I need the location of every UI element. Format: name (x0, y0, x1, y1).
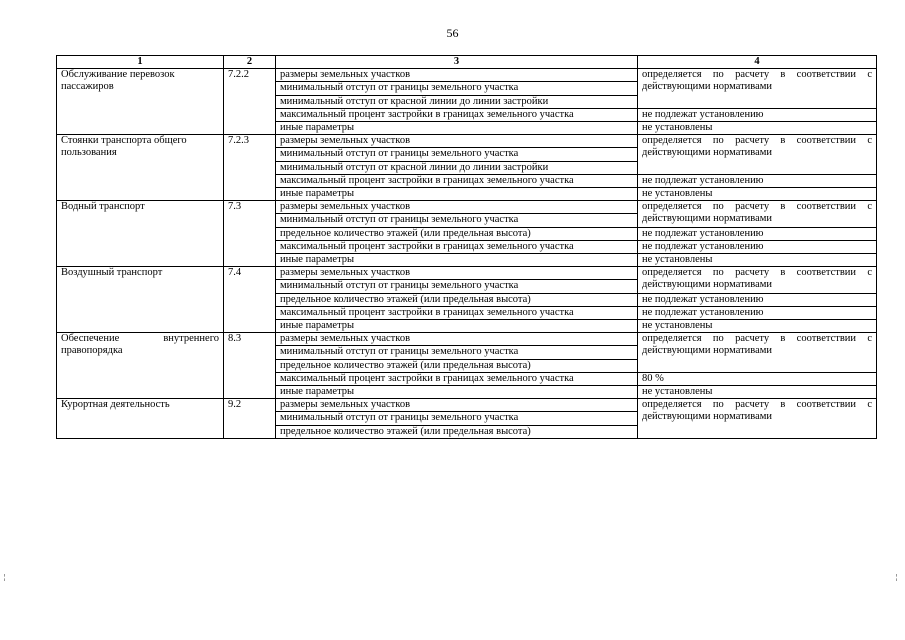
table-row (57, 267, 877, 280)
parameter-value: не подлежат установлению (638, 108, 877, 121)
column-header: 1 (57, 56, 224, 69)
parameter-value: определяется по расчету в соответствии с действующими нормативами (638, 69, 877, 109)
activity-code: 7.3 (224, 201, 276, 267)
margin-mark-right (896, 574, 900, 581)
parameter-name: размеры земельных участков (276, 399, 638, 412)
parameter-value: не установлены (638, 386, 877, 399)
parameter-value: определяется по расчету в соответствии с действующими нормативами (638, 135, 877, 175)
parameter-name: размеры земельных участков (276, 333, 638, 346)
parameter-name: иные параметры (276, 122, 638, 135)
activity-code: 7.2.2 (224, 69, 276, 135)
parameter-name: иные параметры (276, 320, 638, 333)
parameter-name: предельное количество этажей (или предельная высота) (276, 425, 638, 438)
activity-name: Обеспечение внутреннего правопорядка (57, 333, 224, 399)
parameter-name: предельное количество этажей (или предельная высота) (276, 359, 638, 372)
margin-mark-left (4, 574, 8, 581)
parameter-value: не подлежат установлению (638, 293, 877, 306)
activity-name: Обслуживание перевозок пассажиров (57, 69, 224, 135)
table-row (57, 135, 877, 148)
parameter-value: определяется по расчету в соответствии с действующими нормативами (638, 267, 877, 293)
table-row (57, 333, 877, 346)
table-body (57, 69, 877, 439)
parameter-name: размеры земельных участков (276, 135, 638, 148)
regulations-table (56, 55, 877, 439)
parameter-name: предельное количество этажей (или предельная высота) (276, 293, 638, 306)
parameter-name: максимальный процент застройки в границах земельного участка (276, 108, 638, 121)
activity-name: Стоянки транспорта общего пользования (57, 135, 224, 201)
parameter-name: иные параметры (276, 254, 638, 267)
activity-name: Воздушный транспорт (57, 267, 224, 333)
column-header: 2 (224, 56, 276, 69)
parameter-name: минимальный отступ от красной линии до линии застройки (276, 161, 638, 174)
parameter-value: не подлежат установлению (638, 240, 877, 253)
table-header-row (57, 56, 877, 69)
column-header: 4 (638, 56, 877, 69)
parameter-name: минимальный отступ от границы земельного участка (276, 148, 638, 161)
activity-name: Курортная деятельность (57, 399, 224, 439)
parameter-name: размеры земельных участков (276, 267, 638, 280)
parameter-name: минимальный отступ от границы земельного участка (276, 82, 638, 95)
parameter-name: максимальный процент застройки в границах земельного участка (276, 174, 638, 187)
parameter-value: 80 % (638, 372, 877, 385)
parameter-name: максимальный процент застройки в границах земельного участка (276, 372, 638, 385)
parameter-name: минимальный отступ от границы земельного участка (276, 214, 638, 227)
parameter-name: иные параметры (276, 188, 638, 201)
parameter-value: не установлены (638, 320, 877, 333)
parameter-value: определяется по расчету в соответствии с действующими нормативами (638, 201, 877, 227)
parameter-value: не установлены (638, 122, 877, 135)
parameter-name: максимальный процент застройки в границах земельного участка (276, 306, 638, 319)
parameter-name: размеры земельных участков (276, 69, 638, 82)
parameter-name: предельное количество этажей (или предельная высота) (276, 227, 638, 240)
parameter-value: не подлежат установлению (638, 306, 877, 319)
activity-code: 8.3 (224, 333, 276, 399)
parameter-name: минимальный отступ от границы земельного участка (276, 412, 638, 425)
column-header: 3 (276, 56, 638, 69)
activity-code: 7.2.3 (224, 135, 276, 201)
parameter-value: определяется по расчету в соответствии с действующими нормативами (638, 399, 877, 439)
table-row (57, 69, 877, 82)
page-number: 56 (446, 26, 459, 40)
parameter-value: определяется по расчету в соответствии с действующими нормативами (638, 333, 877, 373)
parameter-name: максимальный процент застройки в границах земельного участка (276, 240, 638, 253)
parameter-value: не подлежат установлению (638, 174, 877, 187)
parameter-name: минимальный отступ от границы земельного участка (276, 346, 638, 359)
parameter-name: иные параметры (276, 386, 638, 399)
parameter-name: минимальный отступ от границы земельного участка (276, 280, 638, 293)
parameter-value: не установлены (638, 188, 877, 201)
activity-code: 9.2 (224, 399, 276, 439)
activity-code: 7.4 (224, 267, 276, 333)
parameter-value: не подлежат установлению (638, 227, 877, 240)
parameter-name: размеры земельных участков (276, 201, 638, 214)
activity-name: Водный транспорт (57, 201, 224, 267)
parameter-name: минимальный отступ от красной линии до линии застройки (276, 95, 638, 108)
table-row (57, 201, 877, 214)
table-row (57, 399, 877, 412)
parameter-value: не установлены (638, 254, 877, 267)
